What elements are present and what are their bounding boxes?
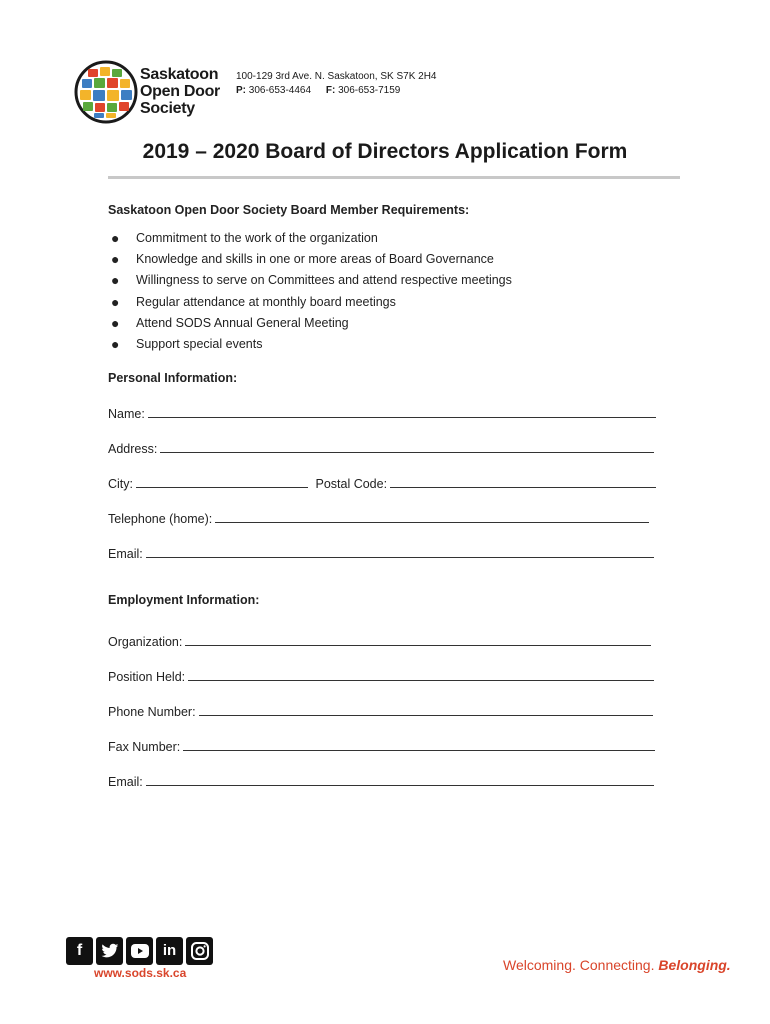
organization-label: Organization: (108, 635, 183, 649)
globe-logo-icon (74, 60, 138, 124)
city-postal-row (108, 475, 656, 491)
fax-field[interactable] (108, 738, 655, 754)
bullet-icon: ● (111, 293, 120, 310)
requirement-item: ● Regular attendance at monthly board meetings (108, 292, 512, 313)
instagram-icon[interactable] (186, 937, 213, 965)
tagline-text: Welcoming. Connecting. (503, 957, 659, 973)
fax-input-line[interactable] (183, 738, 655, 751)
name-label: Name: (108, 407, 145, 421)
bullet-icon: ● (111, 272, 120, 289)
email-input-line[interactable] (146, 545, 654, 558)
contact-info (236, 70, 437, 98)
phone-number: 306-653-4464 (248, 85, 312, 96)
postal-code-label: Postal Code: (315, 477, 388, 491)
employment-phone-field[interactable] (108, 703, 653, 719)
position-field[interactable] (108, 668, 654, 684)
employment-email-field[interactable] (108, 773, 654, 789)
personal-info-heading: Personal Information: (108, 371, 238, 385)
email-label: Email: (108, 547, 143, 561)
twitter-icon[interactable] (96, 937, 123, 965)
fax-number: 306-653-7159 (338, 85, 401, 96)
position-label: Position Held: (108, 670, 186, 684)
tagline (503, 957, 731, 973)
website-link[interactable]: www.sods.sk.ca (94, 966, 187, 980)
bullet-icon: ● (111, 335, 120, 352)
requirement-item: ● Willingness to serve on Committees and attend respective meetings (108, 270, 512, 291)
postal-code-input-line[interactable] (390, 475, 656, 488)
employment-phone-input-line[interactable] (199, 703, 653, 716)
telephone-input-line[interactable] (215, 510, 649, 523)
sods-logo (74, 60, 224, 126)
linkedin-icon[interactable]: in (156, 937, 183, 965)
employment-phone-label: Phone Number: (108, 705, 196, 719)
org-name-line: Open Door (140, 83, 220, 100)
position-input-line[interactable] (188, 668, 654, 681)
telephone-field[interactable] (108, 510, 649, 526)
address-text: 100-129 3rd Ave. N. Saskatoon, SK S7K 2H4 (236, 71, 437, 82)
facebook-icon[interactable]: f (66, 937, 93, 965)
requirement-item: ● Support special events (108, 334, 512, 355)
email-field[interactable] (108, 545, 654, 561)
city-label: City: (108, 477, 133, 491)
address-field[interactable] (108, 440, 654, 456)
bullet-icon: ● (111, 230, 120, 246)
title-divider (108, 176, 680, 179)
phone-fax-row (236, 84, 437, 98)
fax-label: F: (325, 85, 336, 96)
fax-number-label: Fax Number: (108, 740, 181, 754)
address-input-line[interactable] (160, 440, 654, 453)
organization-field[interactable] (108, 633, 651, 649)
name-field[interactable] (108, 405, 656, 421)
org-name-line: Saskatoon (140, 66, 219, 83)
org-name-line: Society (140, 100, 195, 117)
requirements-heading: Saskatoon Open Door Society Board Member Requirements: (108, 203, 470, 217)
city-input-line[interactable] (136, 475, 308, 488)
youtube-icon[interactable] (126, 937, 153, 965)
bullet-icon: ● (111, 314, 120, 331)
name-input-line[interactable] (148, 405, 656, 418)
employment-email-input-line[interactable] (146, 773, 654, 786)
requirement-item: ● Knowledge and skills in one or more areas of Board Governance (108, 249, 512, 270)
employment-info-heading: Employment Information: (108, 593, 260, 607)
requirements-list (108, 228, 512, 355)
employment-email-label: Email: (108, 775, 143, 789)
requirement-item: ● Commitment to the work of the organization (108, 228, 512, 249)
address-label: Address: (108, 442, 158, 456)
telephone-label: Telephone (home): (108, 512, 213, 526)
bullet-icon: ● (111, 251, 120, 268)
page-title: 2019 – 2020 Board of Directors Application Form (142, 140, 628, 163)
requirement-item: ● Attend SODS Annual General Meeting (108, 313, 512, 334)
phone-label: P: (236, 85, 246, 96)
org-name (140, 66, 220, 117)
organization-input-line[interactable] (185, 633, 651, 646)
tagline-bold: Belonging. (658, 957, 731, 973)
